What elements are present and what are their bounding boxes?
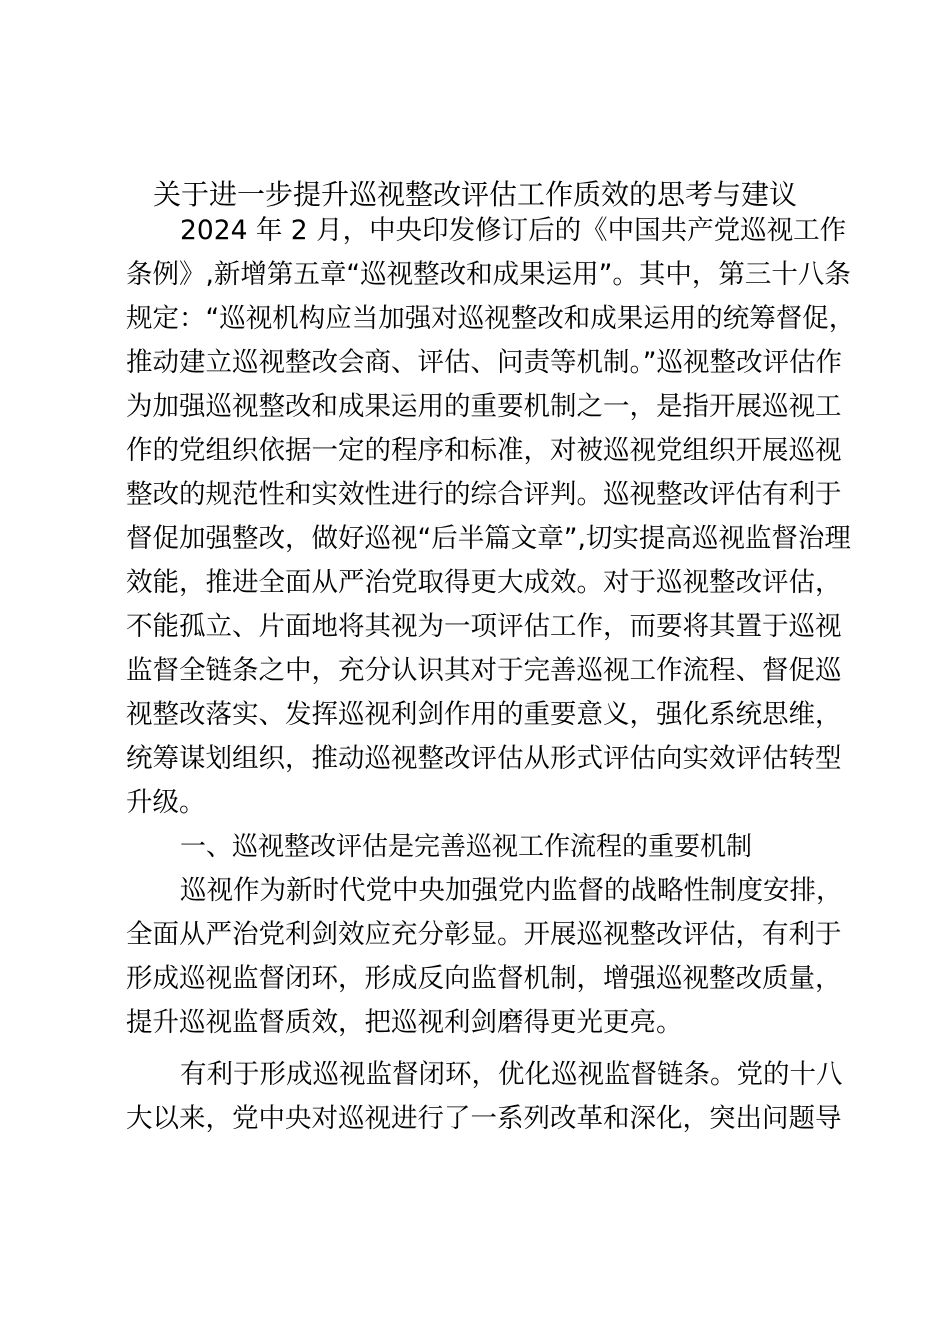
paragraph-line: 整改的规范性和实效性进行的综合评判。巡视整改评估有利于: [126, 479, 842, 510]
paragraph-line: 监督全链条之中，充分认识其对于完善巡视工作流程、督促巡: [126, 655, 842, 686]
paragraph-line: 规定：“巡视机构应当加强对巡视整改和成果运用的统筹督促，: [126, 303, 856, 334]
paragraph-line: 巡视作为新时代党中央加强党内监督的战略性制度安排，: [180, 875, 843, 906]
paragraph-line: 作的党组织依据一定的程序和标准，对被巡视党组织开展巡视: [126, 435, 842, 466]
paragraph-line: 推动建立巡视整改会商、评估、问责等机制。”巡视整改评估作: [126, 347, 842, 378]
paragraph-line: 效能，推进全面从严治党取得更大成效。对于巡视整改评估，: [126, 567, 842, 598]
paragraph-line: 视整改落实、发挥巡视利剑作用的重要意义，强化系统思维，: [126, 699, 842, 730]
paragraph-line: 2024 年 2 月，中央印发修订后的《中国共产党巡视工作: [180, 215, 847, 246]
paragraph-line: 有利于形成巡视监督闭环，优化巡视监督链条。党的十八: [180, 1059, 843, 1090]
paragraph-line: 为加强巡视整改和成果运用的重要机制之一，是指开展巡视工: [126, 391, 842, 422]
paragraph-line: 督促加强整改，做好巡视“后半篇文章”,切实提高巡视监督治理: [126, 523, 851, 554]
paragraph-line: 不能孤立、片面地将其视为一项评估工作，而要将其置于巡视: [126, 611, 842, 642]
paragraph-line: 条例》,新增第五章“巡视整改和成果运用”。其中，第三十八条: [126, 259, 851, 290]
paragraph-line: 大以来，党中央对巡视进行了一系列改革和深化，突出问题导: [126, 1103, 842, 1134]
paragraph-line: 统筹谋划组织，推动巡视整改评估从形式评估向实效评估转型: [126, 743, 842, 774]
document-title: 关于进一步提升巡视整改评估工作质效的思考与建议: [152, 178, 797, 211]
section-heading: 一、巡视整改评估是完善巡视工作流程的重要机制: [180, 832, 753, 862]
paragraph-line: 形成巡视监督闭环，形成反向监督机制，增强巡视整改质量，: [126, 963, 842, 994]
paragraph-line: 全面从严治党利剑效应充分彰显。开展巡视整改评估，有利于: [126, 919, 842, 950]
paragraph-line: 提升巡视监督质效，把巡视利剑磨得更光更亮。: [126, 1007, 683, 1038]
paragraph-line: 升级。: [126, 787, 206, 818]
